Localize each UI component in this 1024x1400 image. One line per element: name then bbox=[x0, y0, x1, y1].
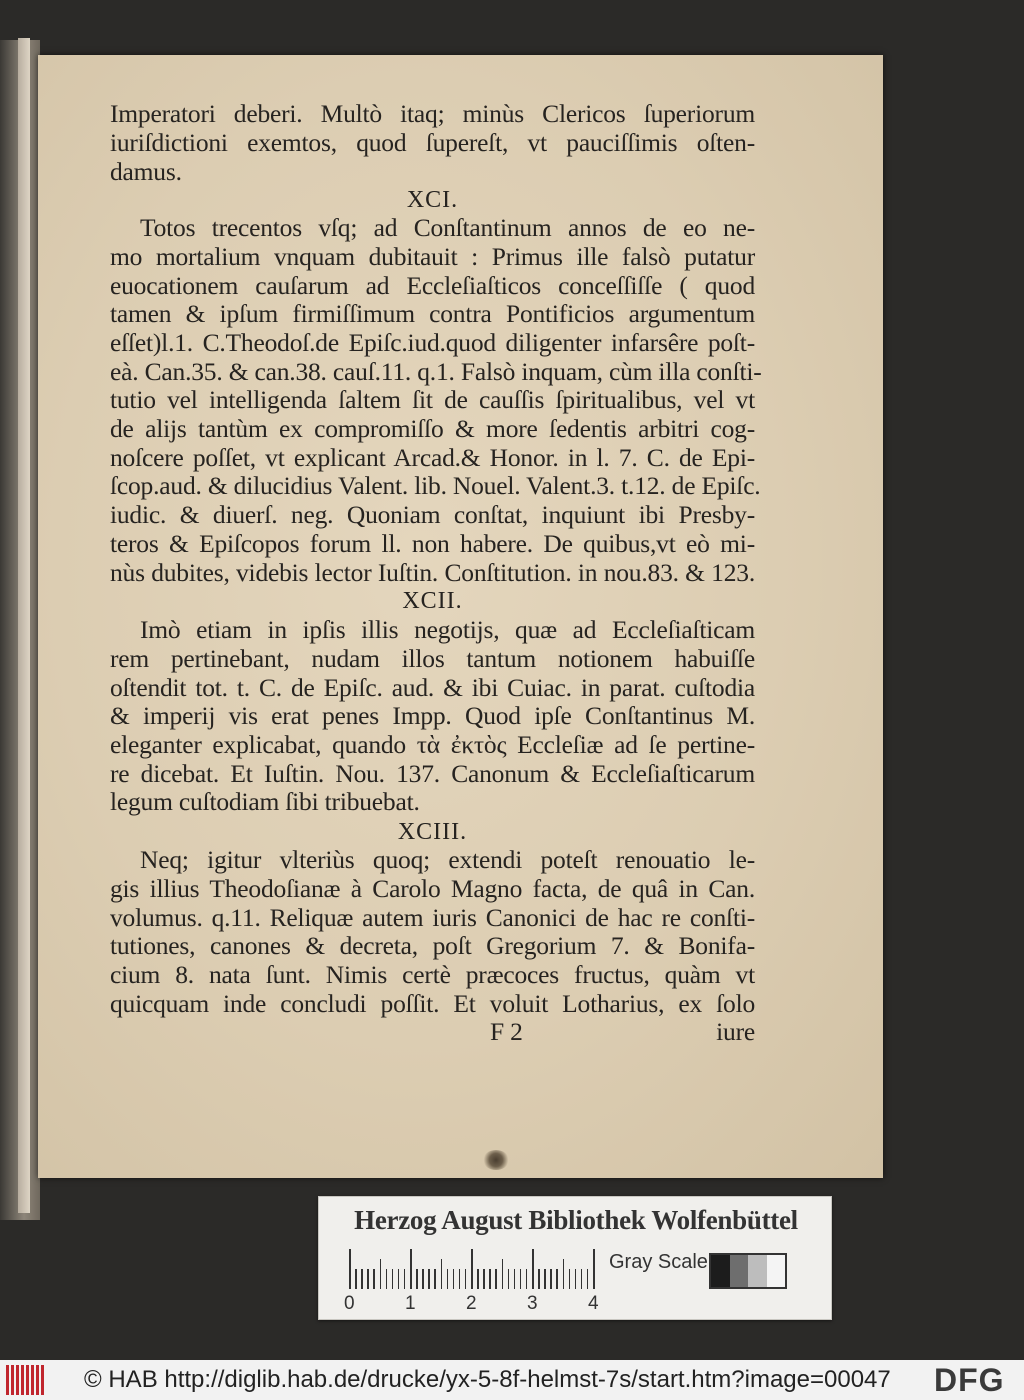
text-line: legum cuſtodiam ſibi tribuebat. bbox=[110, 787, 420, 816]
ruler-tick bbox=[575, 1269, 577, 1289]
ruler-number: 3 bbox=[527, 1293, 538, 1314]
ruler-tick bbox=[508, 1269, 510, 1289]
text-line: tutio vel intelligenda ſaltem ſit de cauſſis ſpiritualibus, vel vt bbox=[110, 385, 755, 414]
text-line: rem pertinebant, nudam illos tantum notionem habuiſſe bbox=[110, 644, 755, 673]
text-line: damus. bbox=[110, 157, 182, 186]
text-line: eleganter explicabat, quando τὰ ἐκτὸς Eccleſiæ ad ſe pertine- bbox=[110, 730, 755, 759]
ruler-tick bbox=[477, 1269, 479, 1289]
text-line: volumus. q.11. Reliquæ autem iuris Canonici de hac re conſti- bbox=[110, 903, 755, 932]
text-line: iuriſdictioni exemtos, quod ſupereſt, vt pauciſſimis oſten- bbox=[110, 128, 755, 157]
ruler-tick bbox=[538, 1269, 540, 1289]
ruler-tick bbox=[373, 1269, 375, 1289]
ruler-tick bbox=[593, 1249, 595, 1289]
ruler-tick bbox=[563, 1259, 565, 1289]
text-line: Imperatori deberi. Multò itaq; minùs Clericos ſuperiorum bbox=[110, 99, 755, 128]
text-line: tamen & ipſum firmiſſimum contra Pontificios argumentum bbox=[110, 299, 755, 328]
ruler-number: 1 bbox=[405, 1293, 416, 1314]
text-line: eſſet)l.1. C.Theodoſ.de Epiſc.iud.quod diligenter infarsêre poſt- bbox=[110, 328, 755, 357]
ruler-tick bbox=[465, 1269, 467, 1289]
ruler-tick bbox=[392, 1269, 394, 1289]
ruler-tick bbox=[428, 1269, 430, 1289]
text-line: iudic. & diuerſ. neg. Quoniam conſtat, inquiunt ibi Presby- bbox=[110, 500, 755, 529]
ruler-tick bbox=[502, 1259, 504, 1289]
ruler-tick bbox=[459, 1269, 461, 1289]
text-line: de alijs tantùm ex compromiſſo & more ſedentis arbitri cog- bbox=[110, 414, 755, 443]
text-line: & imperij vis erat penes Impp. Quod ipſe Conſtantinus M. bbox=[110, 701, 755, 730]
ruler-number: 2 bbox=[466, 1293, 477, 1314]
text-line: gis illius Theodoſianæ à Carolo Magno facta, de quâ in Can. bbox=[110, 874, 755, 903]
ruler-tick bbox=[422, 1269, 424, 1289]
page-left-edge bbox=[18, 38, 30, 1213]
text-line: Neq; igitur vlteriùs quoq; extendi poteſt renouatio le- bbox=[140, 845, 755, 874]
text-line: mo mortalium vnquam dubitauit : Primus ille falsò putatur bbox=[110, 242, 755, 271]
gray-swatch bbox=[730, 1255, 749, 1287]
section-heading: XCIII. bbox=[397, 819, 468, 845]
ruler-tick bbox=[434, 1269, 436, 1289]
ruler-tick bbox=[441, 1259, 443, 1289]
signature-mark: F 2 bbox=[490, 1017, 523, 1046]
text-line: oſtendit tot. t. C. de Epiſc. aud. & ibi Cuiac. in parat. cuſtodia bbox=[110, 673, 755, 702]
ruler-tick bbox=[526, 1269, 528, 1289]
ruler-tick bbox=[355, 1269, 357, 1289]
ruler-tick bbox=[544, 1269, 546, 1289]
text-line: nùs dubites, videbis lector Iuſtin. Conſtitution. in nou.83. & 123. bbox=[110, 558, 755, 587]
footer-bar bbox=[0, 1360, 1024, 1400]
gray-swatch bbox=[748, 1255, 767, 1287]
ruler-tick bbox=[495, 1269, 497, 1289]
book-page bbox=[38, 55, 883, 1178]
text-line: Totos trecentos vſq; ad Conſtantinum annos de eo ne- bbox=[140, 213, 755, 242]
ruler-tick bbox=[581, 1269, 583, 1289]
gray-scale-swatches bbox=[709, 1253, 787, 1289]
card-title: Herzog August Bibliothek Wolfenbüttel bbox=[354, 1205, 798, 1235]
ruler-tick bbox=[471, 1249, 473, 1289]
ruler-tick bbox=[514, 1269, 516, 1289]
ruler-tick bbox=[483, 1269, 485, 1289]
text-line: teros & Epiſcopos forum ll. non habere. De quibus,vt eò mi- bbox=[110, 529, 755, 558]
catchword: iure bbox=[716, 1017, 755, 1046]
ruler-tick bbox=[416, 1269, 418, 1289]
ruler-tick bbox=[410, 1249, 412, 1289]
ruler-tick bbox=[453, 1269, 455, 1289]
text-line: ſcop.aud. & dilucidius Valent. lib. Nouel. Valent.3. t.12. de Epiſc. bbox=[110, 471, 761, 500]
ruler-tick bbox=[361, 1269, 363, 1289]
ink-stain bbox=[483, 1150, 509, 1170]
ruler-tick bbox=[550, 1269, 552, 1289]
ruler-number: 4 bbox=[588, 1293, 599, 1314]
text-line: noſcere poſſet, vt explicant Arcad.& Honor. in l. 7. C. de Epi- bbox=[110, 443, 755, 472]
dfg-logo: DFG bbox=[934, 1362, 1005, 1398]
ruler-tick bbox=[349, 1249, 351, 1289]
ruler-tick bbox=[532, 1249, 534, 1289]
ruler-tick bbox=[556, 1269, 558, 1289]
ruler-tick bbox=[386, 1269, 388, 1289]
ruler-tick bbox=[404, 1269, 406, 1289]
color-calibration-card bbox=[318, 1196, 832, 1320]
gray-swatch bbox=[711, 1255, 730, 1287]
ruler bbox=[349, 1249, 609, 1289]
text-line: cium 8. nata ſunt. Nimis certè præcoces fructus, quàm vt bbox=[110, 960, 755, 989]
gray-swatch bbox=[767, 1255, 786, 1287]
ruler-tick bbox=[520, 1269, 522, 1289]
ruler-tick bbox=[447, 1269, 449, 1289]
ruler-tick bbox=[380, 1259, 382, 1289]
text-line: re dicebat. Et Iuſtin. Nou. 137. Canonum & Eccleſiaſticarum bbox=[110, 759, 755, 788]
text-line: Imò etiam in ipſis illis negotijs, quæ ad Eccleſiaſticam bbox=[140, 615, 755, 644]
barcode-icon bbox=[6, 1365, 46, 1395]
text-line: tutiones, canones & decreta, poſt Gregorium 7. & Bonifa- bbox=[110, 931, 755, 960]
section-heading: XCII. bbox=[402, 588, 463, 614]
footer-copyright-link[interactable]: © HAB http://diglib.hab.de/drucke/yx-5-8f-helmst-7s/start.htm?image=00047 bbox=[84, 1366, 891, 1393]
text-line: eà. Can.35. & can.38. cauſ.11. q.1. Falsò inquam, cùm illa conſti- bbox=[110, 357, 762, 386]
text-line: euocationem cauſarum ad Eccleſiaſticos conceſſiſſe ( quod bbox=[110, 271, 755, 300]
ruler-tick bbox=[569, 1269, 571, 1289]
ruler-tick bbox=[489, 1269, 491, 1289]
section-heading: XCI. bbox=[406, 187, 459, 213]
ruler-tick bbox=[398, 1269, 400, 1289]
gray-scale-label: Gray Scale bbox=[609, 1251, 708, 1273]
ruler-number: 0 bbox=[344, 1293, 355, 1314]
ruler-tick bbox=[587, 1269, 589, 1289]
ruler-tick bbox=[367, 1269, 369, 1289]
text-line: quicquam inde concludi poſſit. Et voluit Lotharius, ex ſolo bbox=[110, 989, 755, 1018]
